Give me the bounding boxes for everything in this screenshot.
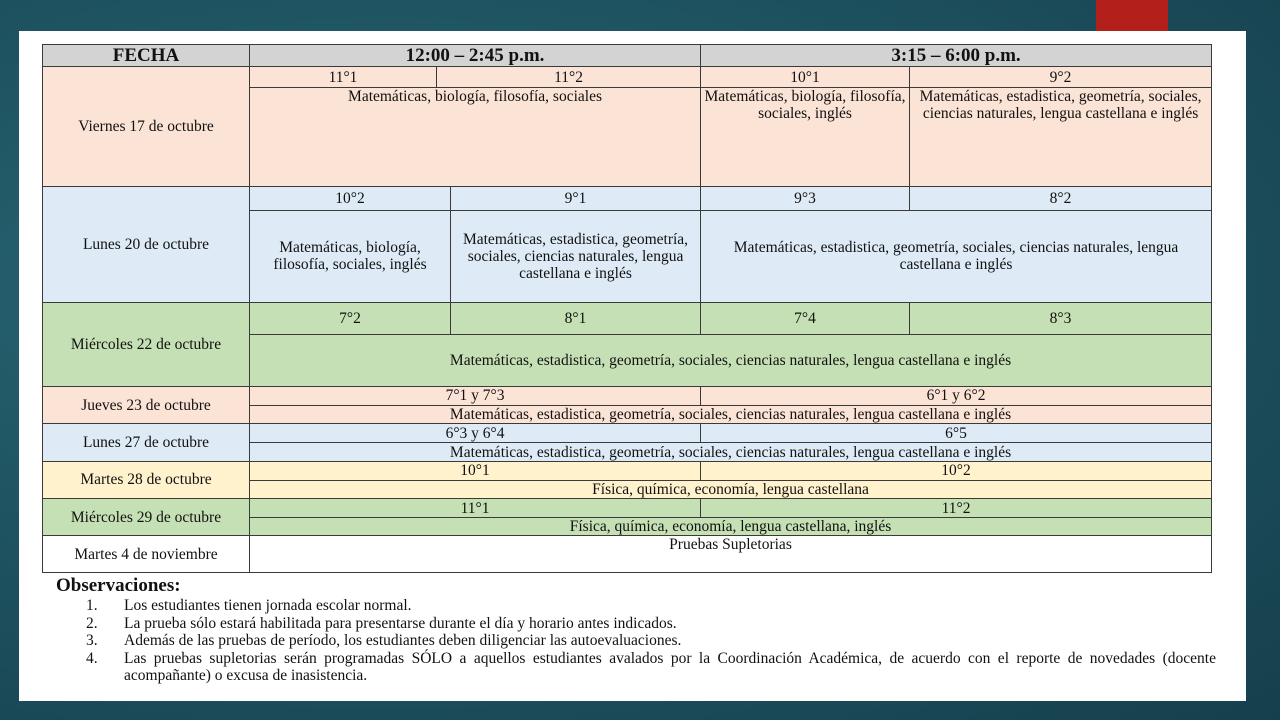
table-row	[43, 536, 1212, 573]
date-cell: Lunes 27 de octubre	[43, 424, 250, 461]
table-row	[43, 424, 1212, 443]
subjects-cell: Física, química, economía, lengua castellana	[250, 480, 1212, 498]
table-row	[43, 386, 1212, 405]
group-cell: 8°1	[451, 302, 701, 334]
group-cell: 11°2	[437, 67, 701, 88]
table-row	[43, 499, 1212, 518]
table-header-row	[43, 45, 1212, 67]
date-cell: Jueves 23 de octubre	[43, 386, 250, 423]
observations-list	[56, 597, 1216, 685]
date-cell: Miércoles 29 de octubre	[43, 499, 250, 536]
header-slot-1: 12:00 – 2:45 p.m.	[250, 45, 701, 67]
subjects-cell: Matemáticas, estadistica, geometría, sociales, ciencias naturales, lengua castellana e inglés	[451, 210, 701, 302]
subjects-cell: Matemáticas, biología, filosofía, sociales	[250, 88, 701, 186]
date-cell: Martes 28 de octubre	[43, 461, 250, 498]
group-cell: 11°1	[250, 67, 437, 88]
group-cell: 9°3	[701, 186, 910, 210]
group-cell: 10°1	[250, 461, 701, 480]
red-accent-bar	[1096, 0, 1168, 31]
list-item: 1. Los estudiantes tienen jornada escolar normal.	[86, 597, 412, 614]
subjects-cell: Matemáticas, estadistica, geometría, sociales, ciencias naturales, lengua castellana e inglés	[910, 88, 1212, 186]
group-cell: 10°1	[701, 67, 910, 88]
subjects-cell: Pruebas Supletorias	[250, 536, 1212, 573]
group-cell: 10°2	[701, 461, 1212, 480]
group-cell: 7°2	[250, 302, 451, 334]
group-cell: 8°2	[910, 186, 1212, 210]
group-cell: 9°2	[910, 67, 1212, 88]
subjects-cell: Matemáticas, estadistica, geometría, sociales, ciencias naturales, lengua castellana e inglés	[701, 210, 1212, 302]
list-item: 3. Además de las pruebas de período, los estudiantes deben diligenciar las autoevaluaciones.	[86, 632, 682, 649]
subjects-cell: Matemáticas, biología, filosofía, sociales, inglés	[701, 88, 910, 186]
slide-canvas	[19, 31, 1246, 701]
group-cell: 10°2	[250, 186, 451, 210]
table-row	[43, 461, 1212, 480]
header-date: FECHA	[43, 45, 250, 67]
group-cell: 11°1	[250, 499, 701, 518]
date-cell: Miércoles 22 de octubre	[43, 302, 250, 386]
table-row	[43, 186, 1212, 210]
date-cell: Lunes 20 de octubre	[43, 186, 250, 302]
group-cell: 11°2	[701, 499, 1212, 518]
list-item: 2. La prueba sólo estará habilitada para presentarse durante el día y horario antes indicados.	[86, 614, 677, 632]
subjects-cell: Matemáticas, biología, filosofía, sociales, inglés	[250, 210, 451, 302]
table-row	[43, 302, 1212, 334]
group-cell: 9°1	[451, 186, 701, 210]
group-cell: 6°3 y 6°4	[250, 424, 701, 443]
table-row	[43, 67, 1212, 88]
group-cell: 6°5	[701, 424, 1212, 443]
group-cell: 7°4	[701, 302, 910, 334]
subjects-cell: Matemáticas, estadistica, geometría, sociales, ciencias naturales, lengua castellana e inglés	[250, 335, 1212, 387]
header-slot-2: 3:15 – 6:00 p.m.	[701, 45, 1212, 67]
exam-schedule-table	[42, 44, 1212, 573]
observations-section	[56, 575, 1216, 685]
date-cell: Martes 4 de noviembre	[43, 536, 250, 573]
subjects-cell: Matemáticas, estadistica, geometría, sociales, ciencias naturales, lengua castellana e inglés	[250, 443, 1212, 461]
date-cell: Viernes 17 de octubre	[43, 67, 250, 186]
subjects-cell: Física, química, economía, lengua castellana, inglés	[250, 518, 1212, 536]
observations-title: Observaciones:	[56, 575, 181, 596]
group-cell: 8°3	[910, 302, 1212, 334]
group-cell: 6°1 y 6°2	[701, 386, 1212, 405]
list-item: 4. Las pruebas supletorias serán programadas SÓLO a aquellos estudiantes avalados por la Coordinación Académica, de acuerdo con el reporte de novedades (docente acompañante) o excusa de inasistencia.	[86, 649, 1216, 684]
subjects-cell: Matemáticas, estadistica, geometría, sociales, ciencias naturales, lengua castellana e inglés	[250, 406, 1212, 424]
group-cell: 7°1 y 7°3	[250, 386, 701, 405]
